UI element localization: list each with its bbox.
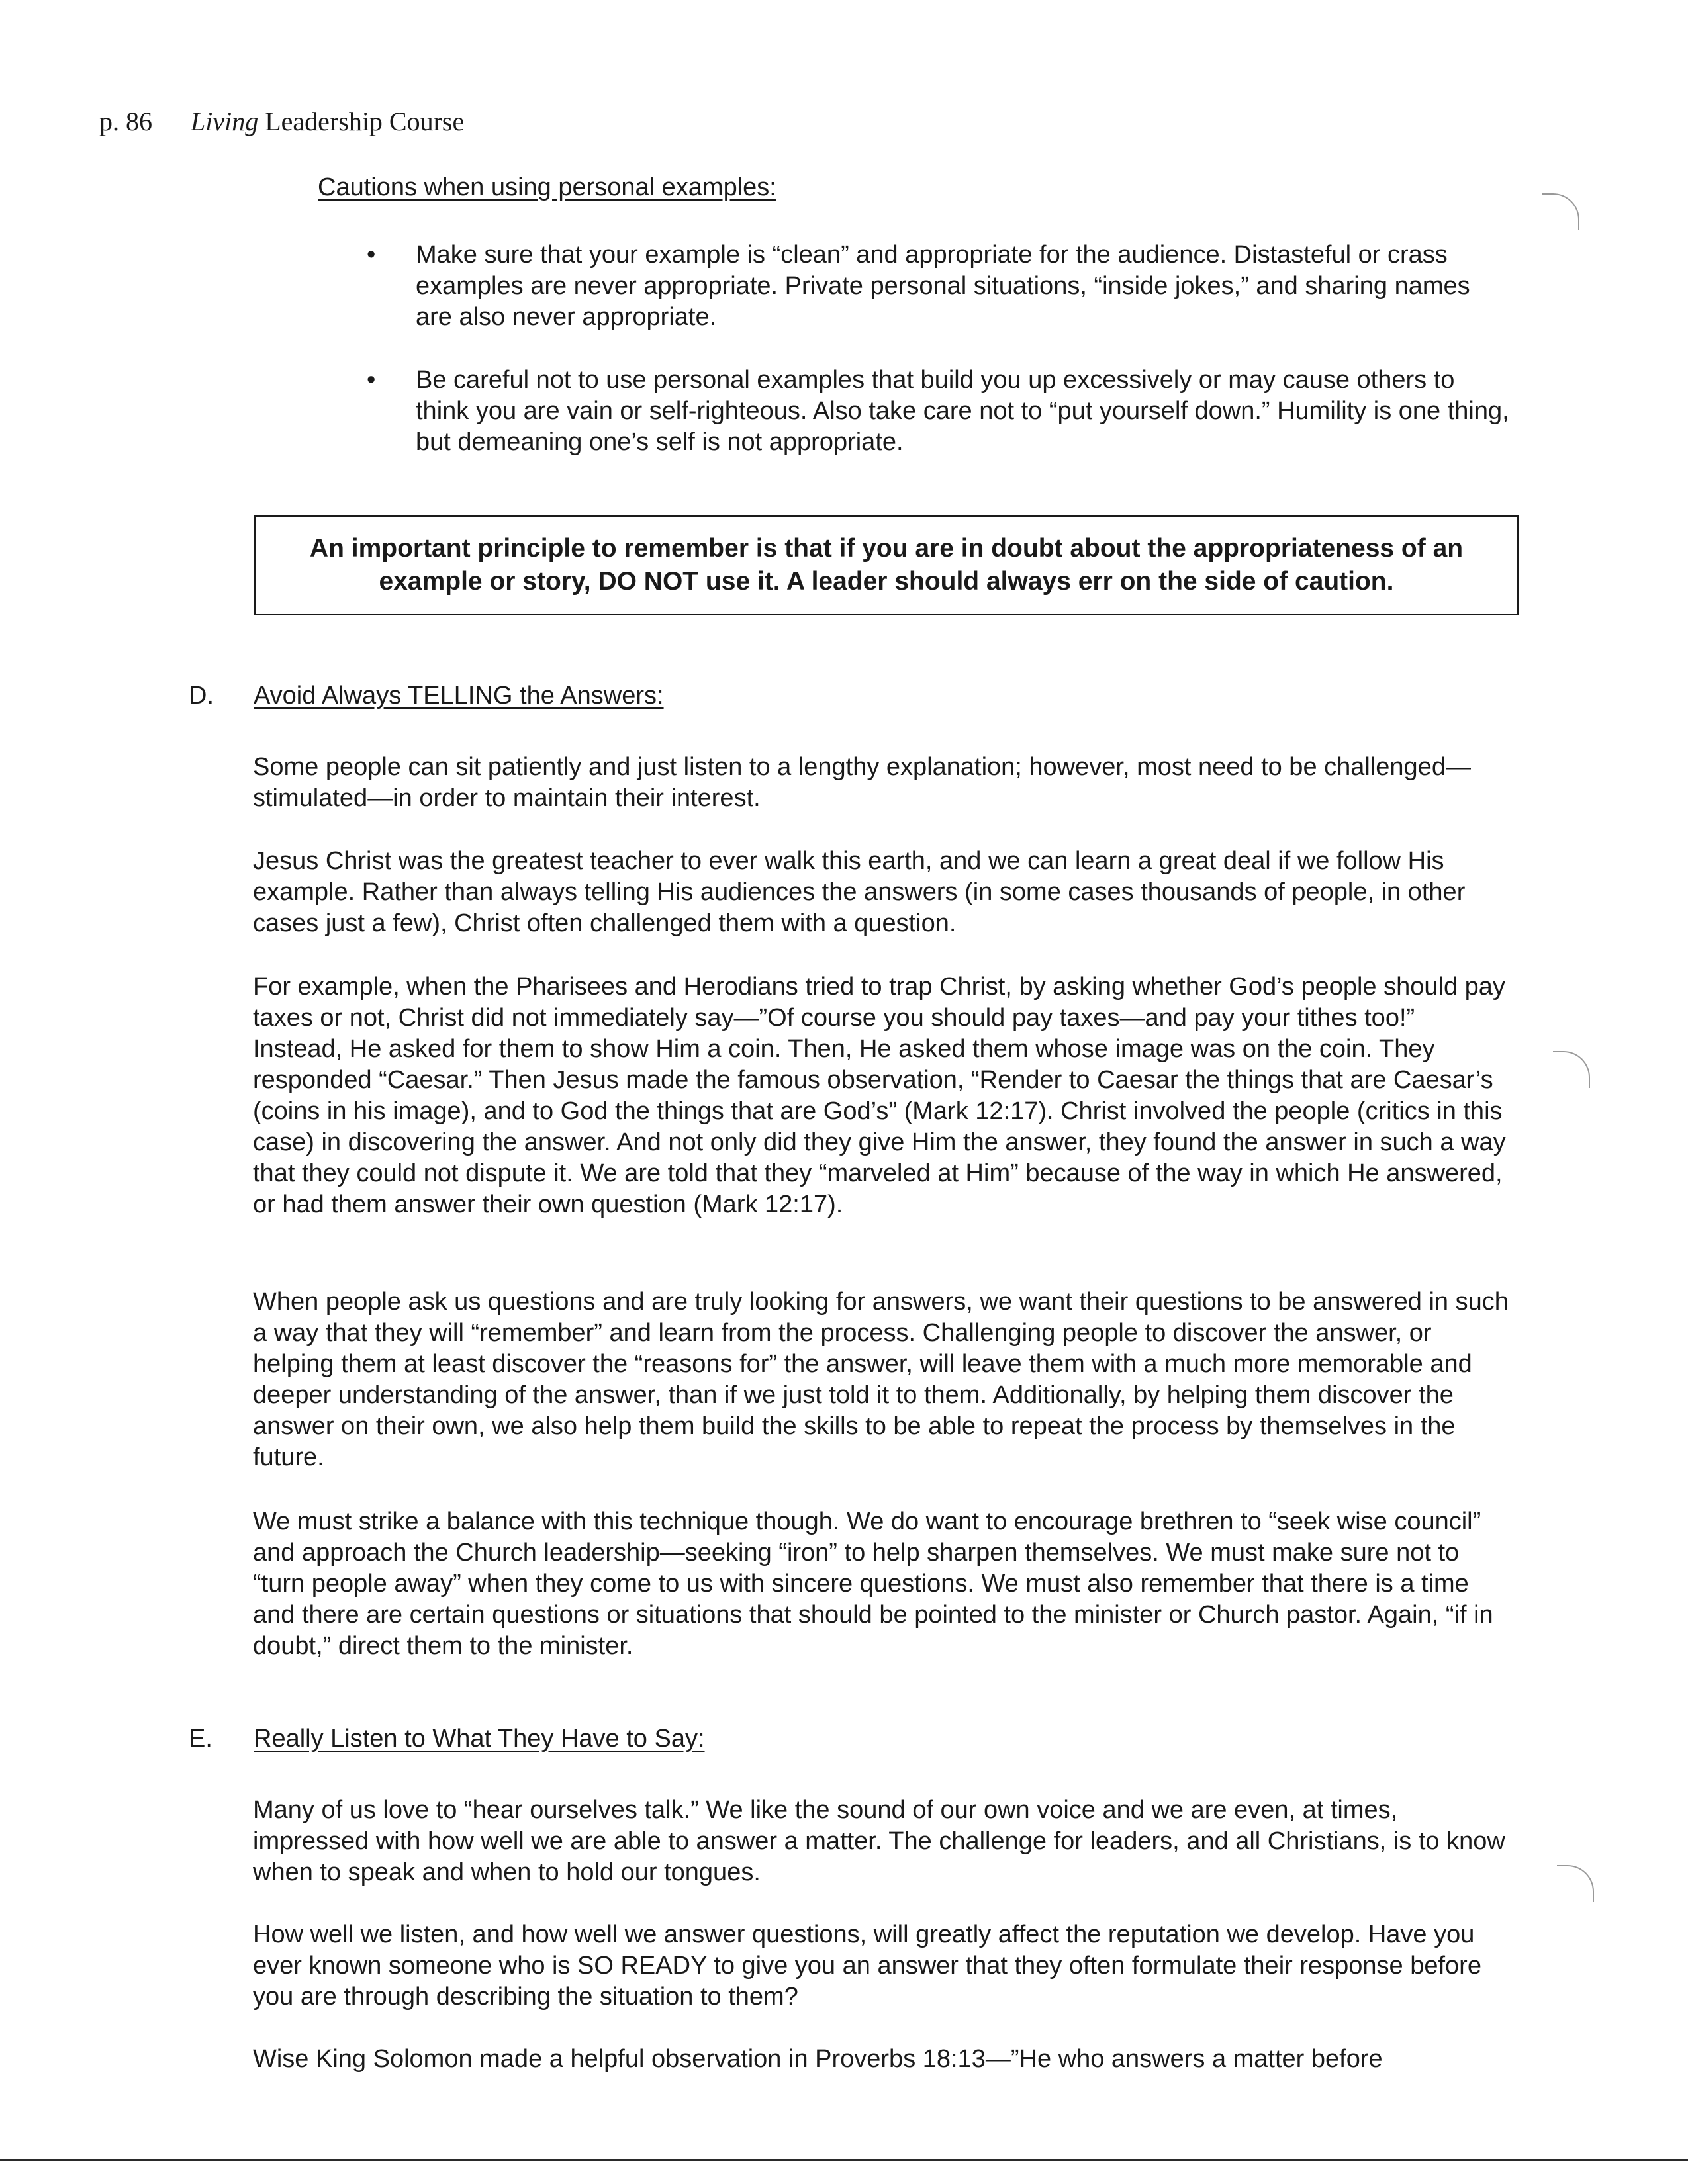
page-header (99, 106, 464, 137)
section-d-heading (189, 682, 664, 710)
caution-bullet-text: Make sure that your example is “clean” and appropriate for the audience. Distasteful or crass examples are never appropriate. Private personal situations, “inside jokes,” and sharing names are also never appropriate. (416, 241, 1470, 331)
section-e-letter: E. (189, 1725, 212, 1752)
page-number: p. 86 (99, 107, 152, 136)
course-title: Leadership Course (258, 107, 465, 136)
principle-text: An important principle to remember is that if you are in doubt about the appropriateness of an example or story, DO NOT use it. A leader should always err on the side of caution. (309, 534, 1464, 596)
caution-bullet-text: Be careful not to use personal examples that build you up excessively or may cause others to think you are vain or self-righteous. Also take care not to “put yourself down.” Humility is one thing, but demeaning one’s self is not appropriate. (416, 366, 1509, 456)
bullet-icon: • (367, 241, 376, 269)
cautions-bullet-list (357, 240, 1509, 490)
cautions-heading: Cautions when using personal examples: (318, 173, 776, 201)
section-d-paragraph-2: Jesus Christ was the greatest teacher to ever walk this earth, and we can learn a great deal if we follow His example. Rather than always telling His audiences the answers (in some cases thousands of people, in other cases just a few), Christ often challenged them with a question. (253, 847, 1466, 937)
principle-callout-box (254, 515, 1519, 615)
course-title-italic: Living (191, 107, 259, 136)
margin-mark (1542, 193, 1579, 230)
section-e-title: Really Listen to What They Have to Say: (254, 1725, 705, 1752)
section-d-paragraph-3: For example, when the Pharisees and Herodians tried to trap Christ, by asking whether God’s people should pay taxes or not, Christ did not immediately say—”Of course you should pay taxes—and pay your tithes too!” Instead, He asked for them to show Him a coin. Then, He asked them whose image was on the coin. They responded “Caesar.” Then Jesus made the famous observation, “Render to Caesar the things that are Caesar’s (coins in his image), and to God the things that are God’s” (Mark 12:17). Christ involved the people (critics in this case) in discovering the answer. And not only did they give Him the answer, they found the answer in such a way that they could not dispute it. We are told that they “marveled at Him” because of the way in which He answered, or had them answer their own question (Mark 12:17). (253, 973, 1506, 1218)
bottom-rule (0, 2159, 1688, 2161)
margin-mark (1553, 1051, 1590, 1088)
caution-bullet-item (357, 240, 1509, 333)
section-e-paragraph-3: Wise King Solomon made a helpful observation in Proverbs 18:13—”He who answers a matter before (253, 2045, 1383, 2073)
section-e-paragraph-2: How well we listen, and how well we answer questions, will greatly affect the reputation we develop. Have you ever known someone who is SO READY to give you an answer that they often formulate their response before you are through describing the situation to them? (253, 1921, 1481, 2011)
section-d-paragraph-5: We must strike a balance with this technique though. We do want to encourage brethren to “seek wise council” and approach the Church leadership—seeking “iron” to help sharpen themselves. We must make sure not to “turn people away” when they come to us with sincere questions. We must also remember that there is a time and there are certain questions or situations that should be pointed to the minister or Church pastor. Again, “if in doubt,” direct them to the minister. (253, 1508, 1493, 1660)
section-d-letter: D. (189, 682, 214, 709)
section-d-paragraph-4: When people ask us questions and are truly looking for answers, we want their questions to be answered in such a way that they will “remember” and learn from the process. Challenging people to discover the answer, or helping them at least discover the “reasons for” the answer, will leave them with a much more memorable and deeper understanding of the answer, than if we just told it to them. Additionally, by helping them discover the answer on their own, we also help them build the skills to be able to repeat the process by themselves in the future. (253, 1288, 1509, 1471)
bullet-icon: • (367, 366, 376, 394)
caution-bullet-item (357, 365, 1509, 458)
section-e-heading (189, 1725, 705, 1753)
section-e-paragraph-1: Many of us love to “hear ourselves talk.” We like the sound of our own voice and we are even, at times, impressed with how well we are able to answer a matter. The challenge for leaders, and all Christians, is to know when to speak and when to hold our tongues. (253, 1796, 1505, 1886)
section-d-title: Avoid Always TELLING the Answers: (254, 682, 664, 709)
section-d-paragraph-1: Some people can sit patiently and just listen to a lengthy explanation; however, most need to be challenged—stimulated—in order to maintain their interest. (253, 753, 1471, 812)
margin-mark (1557, 1865, 1594, 1902)
